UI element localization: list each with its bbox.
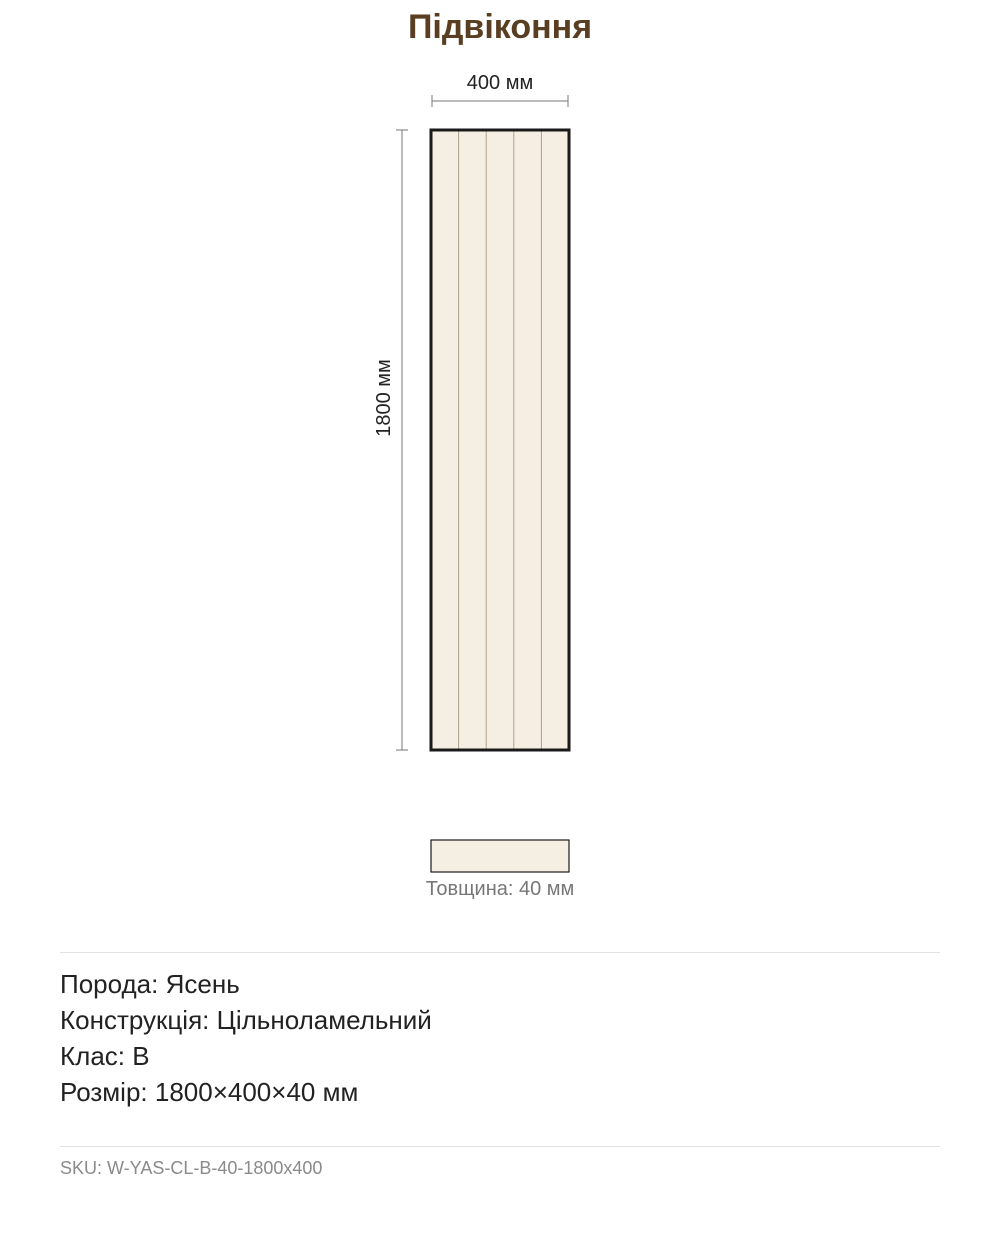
spec-label: Клас: [60, 1041, 125, 1071]
spec-label: Розмір: [60, 1077, 148, 1107]
spec-species [60, 966, 432, 1002]
divider [60, 952, 940, 953]
width-dimension [432, 72, 568, 107]
width-label: 400 мм [466, 72, 534, 94]
spec-grade [60, 1038, 432, 1074]
divider [60, 1146, 940, 1147]
sill-thickness-view [431, 840, 569, 872]
height-dimension [373, 130, 408, 750]
spec-list [60, 966, 432, 1110]
thickness-label: Товщина: 40 мм [425, 878, 575, 900]
spec-label: Конструкція: [60, 1005, 210, 1035]
spec-construction [60, 1002, 432, 1038]
spec-label: Порода: [60, 969, 159, 999]
page-title: Підвіконня [407, 8, 593, 46]
height-label: 1800 мм [373, 359, 395, 437]
sku-code: SKU: W-YAS-CL-B-40-1800x400 [60, 1158, 323, 1178]
spec-value: Цільноламельний [216, 1005, 432, 1035]
spec-value: B [132, 1041, 150, 1071]
sill-front-view [431, 130, 569, 750]
spec-size [60, 1074, 432, 1110]
panel-outline [431, 130, 569, 750]
spec-value: Ясень [165, 969, 240, 999]
spec-value: 1800×400×40 мм [154, 1077, 359, 1107]
